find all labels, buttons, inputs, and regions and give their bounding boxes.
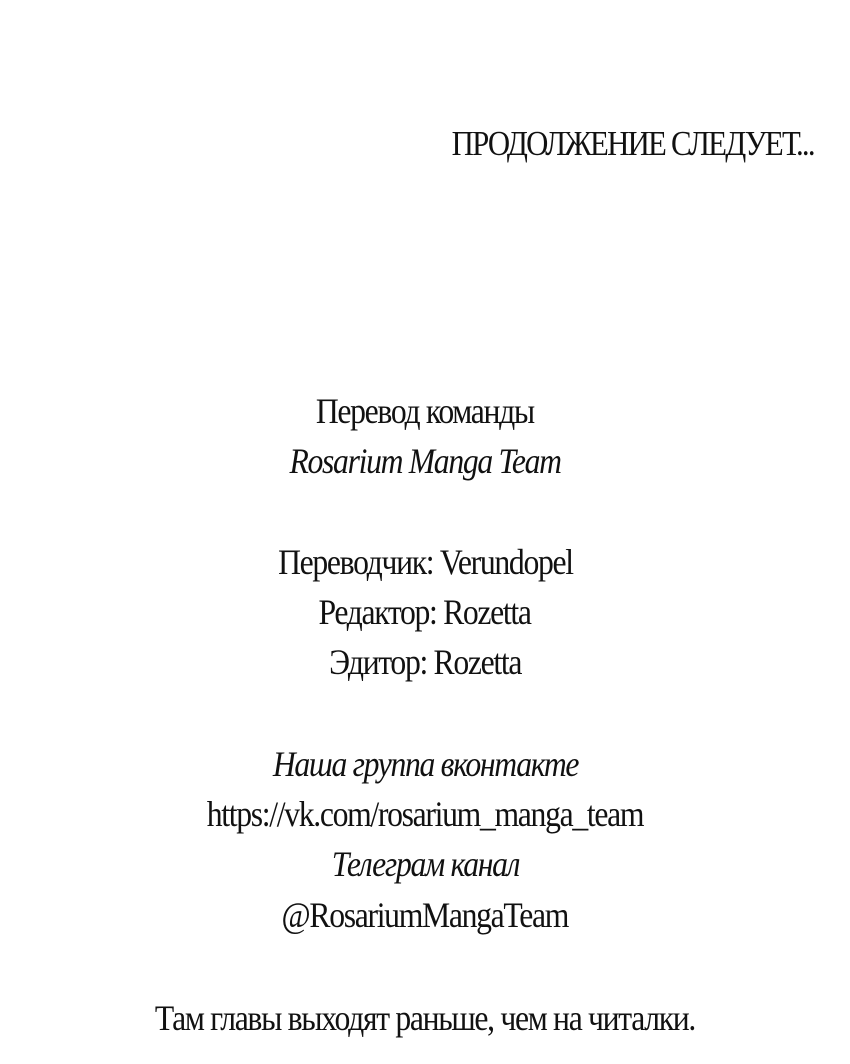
footer-text: Там главы выходят раньше, чем на читалки. <box>154 998 696 1038</box>
telegram-label-line <box>0 842 850 886</box>
telegram-handle-line <box>0 893 850 937</box>
vk-url-line <box>0 792 850 836</box>
team-name-line <box>0 439 850 483</box>
footer-line <box>0 996 850 1040</box>
team-name-text: Rosarium Manga Team <box>289 441 561 481</box>
continued-text: ПРОДОЛЖЕНИЕ СЛЕДУЕТ... <box>451 124 814 163</box>
vk-label-line <box>0 742 850 786</box>
vk-label-text: Наша группа вконтакте <box>272 744 578 784</box>
translation-by-line <box>0 389 850 433</box>
translator-line <box>0 540 850 584</box>
translation-by-text: Перевод команды <box>315 391 535 431</box>
translator-text: Переводчик: Verundopel <box>277 542 573 582</box>
editor-line <box>0 640 850 684</box>
vk-url-text: https://vk.com/rosarium_manga_team <box>206 794 644 834</box>
redactor-line <box>0 590 850 634</box>
telegram-label-text: Телеграм канал <box>331 844 519 884</box>
telegram-handle-text: @RosariumMangaTeam <box>281 895 569 935</box>
continued-caption <box>427 122 838 166</box>
editor-text: Эдитор: Rozetta <box>328 642 521 682</box>
redactor-text: Редактор: Rozetta <box>318 592 532 632</box>
